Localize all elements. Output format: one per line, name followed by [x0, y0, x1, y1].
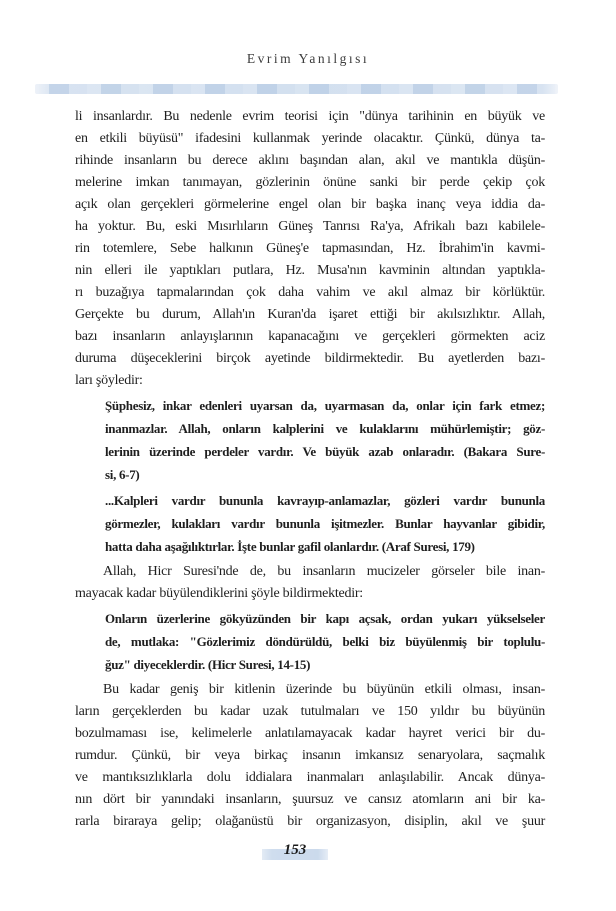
text-line: hatta daha aşağılıktırlar. İşte bunlar gafil olanlardır. (Araf Suresi, 179) — [105, 539, 475, 554]
text-line: lerinin üzerinde perdeler vardır. Ve büyük azab onlaradır. (Bakara Sure- — [105, 444, 545, 459]
text-line: Onların üzerlerine gökyüzünden bir kapı açsak, ordan yukarı yükselseler — [105, 611, 545, 626]
text-line: bozulmaması ise, kelimelerle anlatılamayacak kadar hayret verici bir du- — [75, 726, 545, 741]
text-line: Bu kadar geniş bir kitlenin üzerinde bu büyünün etkili olması, insan- — [103, 682, 545, 697]
text-line: ları şöyledir: — [75, 373, 143, 388]
text-line: melerine imkan tanımayan, gözlerinin önüne sanki bir perde çekip çok — [75, 175, 545, 190]
text-line: mayacak kadar büyülendiklerini şöyle bildirmektedir: — [75, 586, 363, 601]
page-number: 153 — [283, 842, 307, 858]
quote-block — [105, 607, 545, 676]
text-column — [75, 106, 545, 833]
text-line: inanmazlar. Allah, onların kalplerini ve kulaklarını mühürlemiştir; göz- — [105, 421, 545, 436]
text-line: duruma düşeceklerini birçok ayetinde bildirmektedir. Bu ayetlerden bazı- — [75, 351, 545, 366]
paragraph — [75, 679, 545, 833]
text-line: rarla biraraya gelip; olağanüstü bir organizasyon, disiplin, akıl ve şuur — [75, 814, 545, 829]
text-line: rin totemlere, Sebe halkının Güneş'e tapmasından, Hz. İbrahim'in kavmi- — [75, 241, 545, 256]
text-line: de, mutlaka: "Gözlerimiz döndürüldü, belki biz büyülenmiş bir toplulu- — [105, 634, 545, 649]
text-line: açık olan gerçekleri görmelerine engel olan bir başka inanç veya iddia da- — [75, 197, 545, 212]
text-line: görmezler, kulakları vardır bununla işitmezler. Bunlar hayvanlar gibidir, — [105, 516, 545, 531]
running-header-title: Evrim Yanılgısı — [246, 51, 370, 66]
text-line: bazı insanların anlayışlarının kapanacağını ve gerçekleri görmekten aciz — [75, 329, 545, 344]
text-line: ve mantıksızlıklarla dolu iddialara inanmaları anlaşılabilir. Ancak dünya- — [75, 770, 545, 785]
text-line: ha yoktur. Bu, eski Mısırlıların Güneş Tanrısı Ra'ya, Afrikalı bazı kabilele- — [75, 219, 545, 234]
text-line: rumdur. Çünkü, bir veya birkaç insanın imkansız senaryolara, saçmalık — [75, 748, 545, 763]
quote-block — [105, 394, 545, 486]
text-line: li insanlardır. Bu nedenle evrim teorisi için "dünya tarihinin en büyük ve — [75, 109, 545, 124]
text-line: Allah, Hicr Suresi'nde de, bu insanların mucizeler görseler bile inan- — [103, 564, 545, 579]
text-line: rı buzağıya tapmalarından çok daha vahim ve akıl almaz bir körlüktür. — [75, 285, 545, 300]
page-footer — [260, 842, 330, 862]
header-rule-bar — [35, 84, 558, 94]
paragraph — [75, 106, 545, 392]
text-line: rihinde insanların bu derece aklını başından alan, akıl ve mantıkla düşün- — [75, 153, 545, 168]
text-line: Gerçekte bu durum, Allah'ın Kuran'da işaret ettiği bir akılsızlıktır. Allah, — [75, 307, 545, 322]
text-line: nın dört bir yanındaki insanların, şuursuz ve cansız atomların ani bir ka- — [75, 792, 545, 807]
text-line: si, 6-7) — [105, 467, 140, 482]
text-line: ğuz" diyeceklerdir. (Hicr Suresi, 14-15) — [105, 657, 311, 672]
text-line: ...Kalpleri vardır bununla kavrayıp-anlamazlar, gözleri vardır bununla — [105, 493, 545, 508]
quote-block — [105, 489, 545, 558]
text-line: ların gerçeklerden bu kadar uzak tutulmaları ve 150 yıldır bu büyünün — [75, 704, 545, 719]
text-line: nin elleri ile yaptıkları putlara, Hz. Musa'nın kavminin altından yaptıkla- — [75, 263, 545, 278]
text-line: Şüphesiz, inkar edenleri uyarsan da, uyarmasan da, onlar için fark etmez; — [105, 398, 545, 413]
text-line: en etkili büyüsü" ifadesini kullanmak yerinde olacaktır. Çünkü, dünya ta- — [75, 131, 545, 146]
paragraph — [75, 561, 545, 605]
